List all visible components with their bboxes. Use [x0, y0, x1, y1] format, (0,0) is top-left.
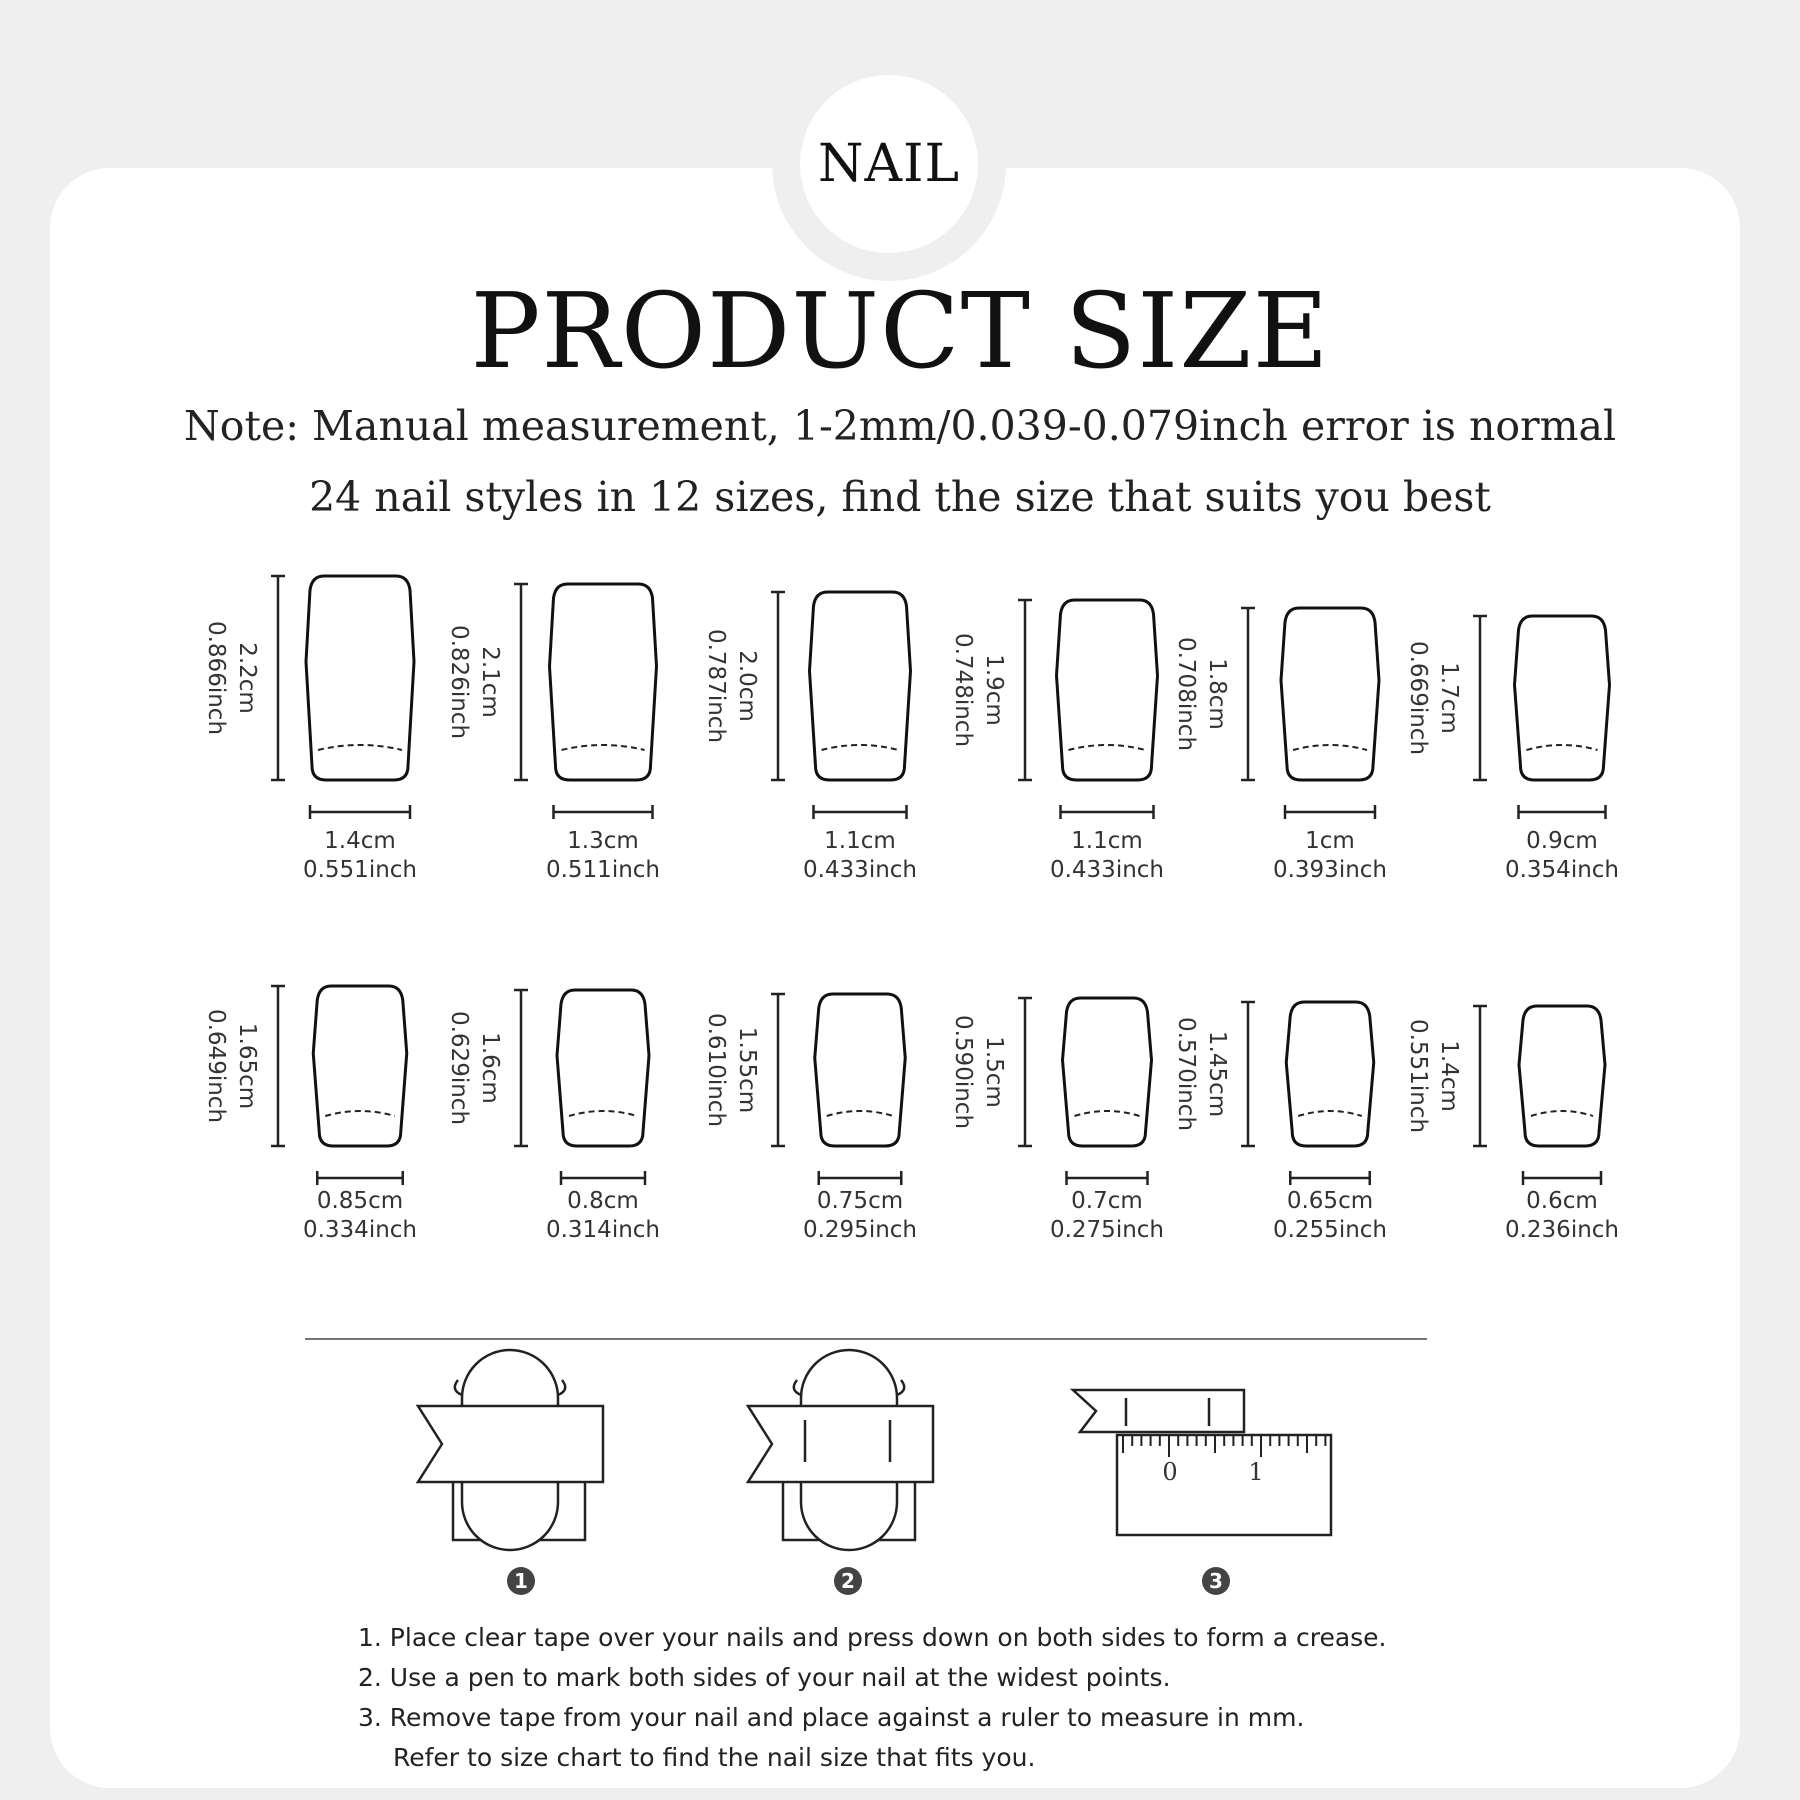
nail-size-2: [446, 584, 660, 883]
length-inch: 0.748inch: [950, 632, 976, 748]
step-2-illustration: [748, 1350, 933, 1550]
cuticle-line: [325, 1111, 395, 1116]
cuticle-line: [822, 745, 899, 750]
width-cm: 1cm: [1305, 828, 1355, 854]
nail-outline: [550, 584, 657, 780]
measurement-note: Note: Manual measurement, 1-2mm/0.039-0.079inch error is normal: [183, 402, 1617, 450]
ruler-label-1: 1: [1248, 1458, 1264, 1486]
length-cm: 1.4cm: [1436, 1040, 1462, 1112]
width-cm: 1.3cm: [567, 828, 639, 854]
instructions: [358, 1618, 1558, 1778]
length-cm: 2.0cm: [734, 650, 760, 722]
nail-outline: [1057, 600, 1158, 780]
width-inch: 0.393inch: [1272, 857, 1388, 883]
nail-outline: [1515, 616, 1610, 780]
instruction-4: Refer to size chart to find the nail size that fits you.: [393, 1743, 1036, 1772]
width-cm: 1.4cm: [324, 828, 396, 854]
width-cm: 0.85cm: [316, 1188, 404, 1214]
width-cm: 0.9cm: [1526, 828, 1598, 854]
cuticle-line: [1531, 1111, 1593, 1116]
nail-outline: [1286, 1002, 1374, 1146]
length-inch: 0.669inch: [1405, 640, 1431, 756]
badge-label: NAIL: [817, 134, 961, 194]
width-inch: 0.433inch: [1049, 857, 1165, 883]
styles-note: 24 nail styles in 12 sizes, find the size that suits you best: [309, 473, 1491, 521]
nail-size-7: [203, 986, 417, 1243]
length-inch: 0.551inch: [1405, 1018, 1431, 1134]
length-inch: 0.629inch: [446, 1010, 472, 1126]
nail-size-12: [1405, 1006, 1619, 1243]
length-cm: 1.65cm: [234, 1022, 260, 1110]
width-inch: 0.511inch: [545, 857, 661, 883]
width-inch: 0.551inch: [302, 857, 418, 883]
length-cm: 1.7cm: [1436, 662, 1462, 734]
cuticle-line: [1298, 1111, 1362, 1116]
nail-outline: [1519, 1006, 1605, 1146]
length-cm: 1.5cm: [981, 1036, 1007, 1108]
step-1-illustration: [418, 1350, 603, 1550]
length-cm: 1.8cm: [1204, 658, 1230, 730]
width-inch: 0.354inch: [1504, 857, 1620, 883]
length-cm: 1.45cm: [1204, 1030, 1230, 1118]
length-inch: 0.590inch: [950, 1014, 976, 1130]
length-inch: 0.787inch: [703, 628, 729, 744]
width-cm: 0.65cm: [1286, 1188, 1374, 1214]
cuticle-line: [318, 745, 402, 750]
width-cm: 1.1cm: [824, 828, 896, 854]
cuticle-line: [569, 1111, 637, 1116]
instruction-3: 3. Remove tape from your nail and place against a ruler to measure in mm.: [358, 1703, 1305, 1732]
instruction-1: 1. Place clear tape over your nails and press down on both sides to form a crease.: [358, 1623, 1387, 1652]
width-inch: 0.275inch: [1049, 1217, 1165, 1243]
length-inch: 0.708inch: [1173, 636, 1199, 752]
cuticle-line: [1069, 745, 1146, 750]
ruler-label-0: 0: [1162, 1458, 1178, 1486]
cuticle-line: [827, 1111, 894, 1116]
nail-outline: [815, 994, 906, 1146]
width-cm: 0.6cm: [1526, 1188, 1598, 1214]
measurement-guide: [0, 1320, 1800, 1580]
width-cm: 0.7cm: [1071, 1188, 1143, 1214]
width-inch: 0.236inch: [1504, 1217, 1620, 1243]
width-cm: 1.1cm: [1071, 828, 1143, 854]
cuticle-line: [1075, 1111, 1140, 1116]
nail-size-9: [703, 994, 917, 1243]
width-inch: 0.433inch: [802, 857, 918, 883]
length-inch: 0.570inch: [1173, 1016, 1199, 1132]
cuticle-line: [562, 745, 645, 750]
length-cm: 1.9cm: [981, 654, 1007, 726]
nail-size-8: [446, 990, 660, 1243]
step-1-badge: 1: [507, 1567, 535, 1595]
nail-size-3: [703, 592, 917, 883]
length-inch: 0.649inch: [203, 1008, 229, 1124]
length-inch: 0.610inch: [703, 1012, 729, 1128]
width-inch: 0.334inch: [302, 1217, 418, 1243]
width-inch: 0.255inch: [1272, 1217, 1388, 1243]
nail-outline: [810, 592, 911, 780]
step-2-badge: 2: [834, 1567, 862, 1595]
step-3-illustration: [1073, 1390, 1331, 1535]
width-cm: 0.8cm: [567, 1188, 639, 1214]
step-3-badge: 3: [1202, 1567, 1230, 1595]
length-cm: 1.6cm: [477, 1032, 503, 1104]
length-cm: 1.55cm: [734, 1026, 760, 1114]
width-inch: 0.295inch: [802, 1217, 918, 1243]
nail-size-4: [950, 600, 1164, 883]
nail-size-5: [1173, 608, 1387, 883]
nail-outline: [313, 986, 407, 1146]
nail-size-11: [1173, 1002, 1387, 1243]
nail-size-1: [203, 576, 417, 883]
cuticle-line: [1527, 745, 1598, 750]
width-cm: 0.75cm: [816, 1188, 904, 1214]
instruction-2: 2. Use a pen to mark both sides of your nail at the widest points.: [358, 1663, 1171, 1692]
nail-outline: [1281, 608, 1379, 780]
length-inch: 0.866inch: [203, 620, 229, 736]
nail-outline: [557, 990, 649, 1146]
length-inch: 0.826inch: [446, 624, 472, 740]
nail-size-6: [1405, 616, 1619, 883]
page-title: PRODUCT SIZE: [470, 270, 1330, 392]
cuticle-line: [1293, 745, 1367, 750]
width-inch: 0.314inch: [545, 1217, 661, 1243]
nail-size-10: [950, 998, 1164, 1243]
nail-outline: [1063, 998, 1152, 1146]
length-cm: 2.2cm: [234, 642, 260, 714]
length-cm: 2.1cm: [477, 646, 503, 718]
